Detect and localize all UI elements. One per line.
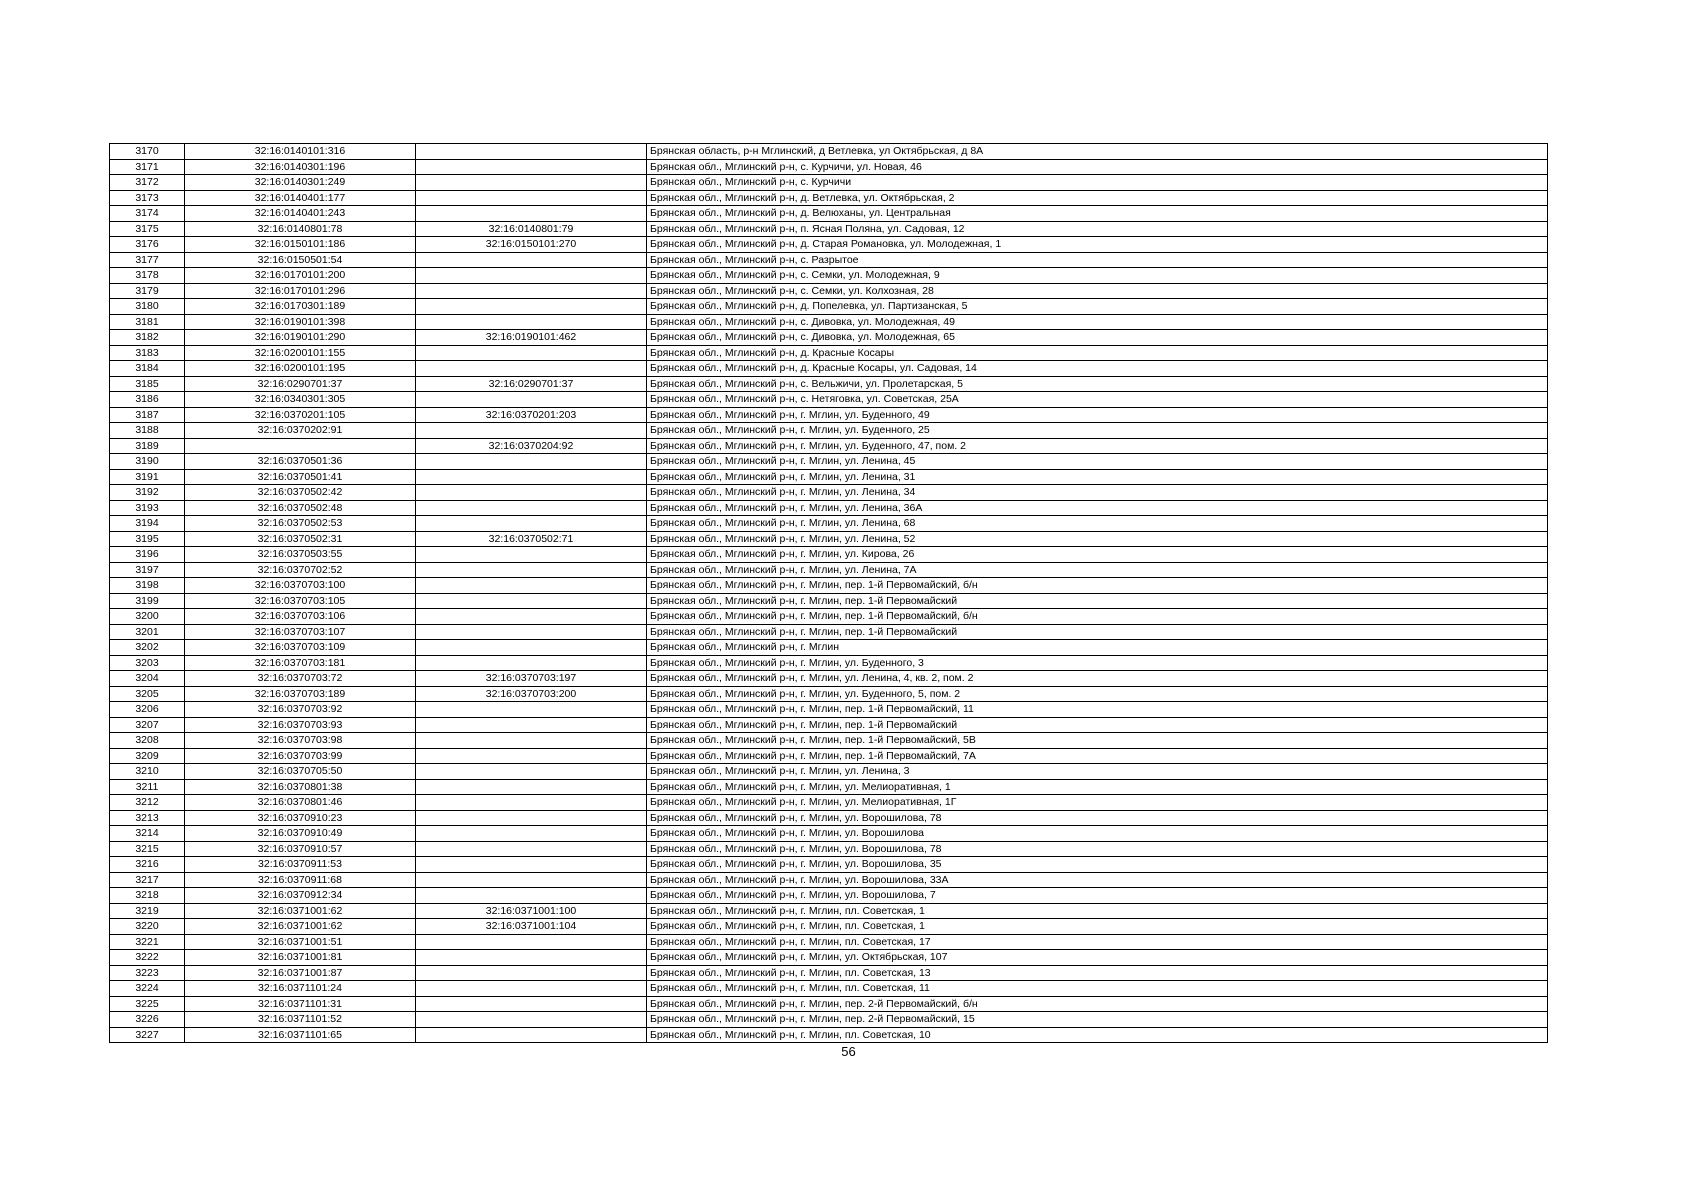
cadastral-number-cell: 32:16:0371101:24 (185, 981, 416, 997)
related-cadastral-number-cell (416, 996, 647, 1012)
table-row (110, 392, 1548, 408)
table-row (110, 206, 1548, 222)
row-number-cell: 3181 (110, 314, 185, 330)
address-cell: Брянская обл., Мглинский р-н, с. Нетяговка, ул. Советская, 25А (647, 392, 1548, 408)
related-cadastral-number-cell (416, 500, 647, 516)
table-row (110, 872, 1548, 888)
table-row (110, 221, 1548, 237)
address-cell: Брянская обл., Мглинский р-н, г. Мглин, ул. Октябрьская, 107 (647, 950, 1548, 966)
row-number-cell: 3196 (110, 547, 185, 563)
table-row (110, 764, 1548, 780)
related-cadastral-number-cell: 32:16:0370201:203 (416, 407, 647, 423)
table-row (110, 237, 1548, 253)
table-row (110, 175, 1548, 191)
address-cell: Брянская обл., Мглинский р-н, г. Мглин, пер. 1-й Первомайский, 7А (647, 748, 1548, 764)
address-cell: Брянская обл., Мглинский р-н, г. Мглин, ул. Буденного, 49 (647, 407, 1548, 423)
related-cadastral-number-cell (416, 1012, 647, 1028)
table-row (110, 841, 1548, 857)
cadastral-number-cell: 32:16:0200101:195 (185, 361, 416, 377)
table-row (110, 795, 1548, 811)
address-cell: Брянская обл., Мглинский р-н, г. Мглин, ул. Ленина, 36А (647, 500, 1548, 516)
related-cadastral-number-cell: 32:16:0370204:92 (416, 438, 647, 454)
address-cell: Брянская обл., Мглинский р-н, г. Мглин, ул. Буденного, 5, пом. 2 (647, 686, 1548, 702)
row-number-cell: 3217 (110, 872, 185, 888)
related-cadastral-number-cell (416, 252, 647, 268)
table-row (110, 919, 1548, 935)
related-cadastral-number-cell (416, 593, 647, 609)
related-cadastral-number-cell (416, 345, 647, 361)
row-number-cell: 3213 (110, 810, 185, 826)
address-cell: Брянская обл., Мглинский р-н, с. Курчичи, ул. Новая, 46 (647, 159, 1548, 175)
address-cell: Брянская обл., Мглинский р-н, г. Мглин, ул. Буденного, 47, пом. 2 (647, 438, 1548, 454)
cadastral-number-cell: 32:16:0340301:305 (185, 392, 416, 408)
cadastral-number-cell: 32:16:0371001:51 (185, 934, 416, 950)
table-row (110, 950, 1548, 966)
related-cadastral-number-cell: 32:16:0140801:79 (416, 221, 647, 237)
address-cell: Брянская обл., Мглинский р-н, с. Дивовка, ул. Молодежная, 49 (647, 314, 1548, 330)
related-cadastral-number-cell (416, 733, 647, 749)
related-cadastral-number-cell (416, 392, 647, 408)
table-row (110, 469, 1548, 485)
cadastral-number-cell: 32:16:0370202:91 (185, 423, 416, 439)
cadastral-number-cell: 32:16:0140101:316 (185, 144, 416, 160)
row-number-cell: 3197 (110, 562, 185, 578)
row-number-cell: 3172 (110, 175, 185, 191)
cadastral-number-cell: 32:16:0370703:106 (185, 609, 416, 625)
row-number-cell: 3183 (110, 345, 185, 361)
address-cell: Брянская обл., Мглинский р-н, г. Мглин, ул. Ворошилова, 7 (647, 888, 1548, 904)
related-cadastral-number-cell (416, 609, 647, 625)
row-number-cell: 3219 (110, 903, 185, 919)
cadastral-number-cell: 32:16:0140401:177 (185, 190, 416, 206)
related-cadastral-number-cell (416, 268, 647, 284)
table-row (110, 485, 1548, 501)
table-row (110, 531, 1548, 547)
cadastral-number-cell: 32:16:0190101:290 (185, 330, 416, 346)
cadastral-number-cell: 32:16:0370703:105 (185, 593, 416, 609)
related-cadastral-number-cell: 32:16:0371001:104 (416, 919, 647, 935)
related-cadastral-number-cell (416, 640, 647, 656)
cadastral-number-cell: 32:16:0370911:68 (185, 872, 416, 888)
related-cadastral-number-cell (416, 283, 647, 299)
address-cell: Брянская обл., Мглинский р-н, г. Мглин, пл. Советская, 17 (647, 934, 1548, 950)
cadastral-number-cell: 32:16:0200101:155 (185, 345, 416, 361)
table-row (110, 655, 1548, 671)
cadastral-number-cell: 32:16:0370503:55 (185, 547, 416, 563)
address-cell: Брянская обл., Мглинский р-н, д. Старая Романовка, ул. Молодежная, 1 (647, 237, 1548, 253)
related-cadastral-number-cell (416, 423, 647, 439)
table-row (110, 407, 1548, 423)
cadastral-number-cell: 32:16:0170301:189 (185, 299, 416, 315)
table-row (110, 1012, 1548, 1028)
row-number-cell: 3170 (110, 144, 185, 160)
related-cadastral-number-cell (416, 950, 647, 966)
related-cadastral-number-cell (416, 826, 647, 842)
table-row (110, 717, 1548, 733)
cadastral-number-cell: 32:16:0370910:49 (185, 826, 416, 842)
table-row (110, 857, 1548, 873)
row-number-cell: 3189 (110, 438, 185, 454)
address-cell: Брянская обл., Мглинский р-н, с. Разрытое (647, 252, 1548, 268)
address-cell: Брянская обл., Мглинский р-н, д. Попелевка, ул. Партизанская, 5 (647, 299, 1548, 315)
address-cell: Брянская обл., Мглинский р-н, г. Мглин, ул. Ленина, 45 (647, 454, 1548, 470)
address-cell: Брянская обл., Мглинский р-н, г. Мглин, ул. Ворошилова, 78 (647, 810, 1548, 826)
related-cadastral-number-cell (416, 965, 647, 981)
cadastral-number-cell: 32:16:0370912:34 (185, 888, 416, 904)
address-cell: Брянская обл., Мглинский р-н, с. Семки, ул. Колхозная, 28 (647, 283, 1548, 299)
related-cadastral-number-cell (416, 624, 647, 640)
cadastral-number-cell: 32:16:0370703:98 (185, 733, 416, 749)
address-cell: Брянская обл., Мглинский р-н, г. Мглин, пл. Советская, 13 (647, 965, 1548, 981)
related-cadastral-number-cell: 32:16:0150101:270 (416, 237, 647, 253)
table-row (110, 500, 1548, 516)
address-cell: Брянская обл., Мглинский р-н, г. Мглин, ул. Кирова, 26 (647, 547, 1548, 563)
row-number-cell: 3206 (110, 702, 185, 718)
cadastral-number-cell: 32:16:0140401:243 (185, 206, 416, 222)
table-row (110, 562, 1548, 578)
table-row (110, 376, 1548, 392)
table-row (110, 578, 1548, 594)
cadastral-number-cell: 32:16:0370910:57 (185, 841, 416, 857)
table-row (110, 748, 1548, 764)
address-cell: Брянская обл., Мглинский р-н, г. Мглин, ул. Ленина, 52 (647, 531, 1548, 547)
row-number-cell: 3202 (110, 640, 185, 656)
table-row (110, 779, 1548, 795)
address-cell: Брянская обл., Мглинский р-н, г. Мглин, ул. Ворошилова (647, 826, 1548, 842)
address-cell: Брянская обл., Мглинский р-н, г. Мглин, ул. Буденного, 3 (647, 655, 1548, 671)
address-cell: Брянская обл., Мглинский р-н, г. Мглин, ул. Ворошилова, 33А (647, 872, 1548, 888)
table-row (110, 624, 1548, 640)
table-row (110, 438, 1548, 454)
row-number-cell: 3190 (110, 454, 185, 470)
related-cadastral-number-cell (416, 190, 647, 206)
table-row (110, 516, 1548, 532)
table-row (110, 903, 1548, 919)
cadastral-number-cell: 32:16:0370201:105 (185, 407, 416, 423)
cadastral-number-cell: 32:16:0370703:100 (185, 578, 416, 594)
related-cadastral-number-cell: 32:16:0190101:462 (416, 330, 647, 346)
related-cadastral-number-cell (416, 888, 647, 904)
related-cadastral-number-cell (416, 175, 647, 191)
related-cadastral-number-cell: 32:16:0370502:71 (416, 531, 647, 547)
cadastral-number-cell (185, 438, 416, 454)
address-cell: Брянская обл., Мглинский р-н, г. Мглин, ул. Ленина, 68 (647, 516, 1548, 532)
related-cadastral-number-cell (416, 841, 647, 857)
address-cell: Брянская обл., Мглинский р-н, д. Велюханы, ул. Центральная (647, 206, 1548, 222)
related-cadastral-number-cell (416, 872, 647, 888)
table-row (110, 609, 1548, 625)
cadastral-number-cell: 32:16:0370703:99 (185, 748, 416, 764)
cadastral-number-cell: 32:16:0370703:92 (185, 702, 416, 718)
table-row (110, 733, 1548, 749)
row-number-cell: 3223 (110, 965, 185, 981)
table-row (110, 330, 1548, 346)
cadastral-number-cell: 32:16:0371101:52 (185, 1012, 416, 1028)
related-cadastral-number-cell (416, 810, 647, 826)
row-number-cell: 3210 (110, 764, 185, 780)
table-row (110, 314, 1548, 330)
row-number-cell: 3207 (110, 717, 185, 733)
address-cell: Брянская обл., Мглинский р-н, г. Мглин, ул. Ленина, 31 (647, 469, 1548, 485)
row-number-cell: 3175 (110, 221, 185, 237)
table-row (110, 268, 1548, 284)
row-number-cell: 3178 (110, 268, 185, 284)
cadastral-number-cell: 32:16:0371001:87 (185, 965, 416, 981)
table-row (110, 144, 1548, 160)
table-row (110, 547, 1548, 563)
row-number-cell: 3180 (110, 299, 185, 315)
cadastral-number-cell: 32:16:0370801:46 (185, 795, 416, 811)
address-cell: Брянская обл., Мглинский р-н, г. Мглин, пл. Советская, 1 (647, 919, 1548, 935)
table-row (110, 981, 1548, 997)
related-cadastral-number-cell: 32:16:0371001:100 (416, 903, 647, 919)
row-number-cell: 3222 (110, 950, 185, 966)
registry-sheet (109, 143, 1548, 1043)
related-cadastral-number-cell (416, 299, 647, 315)
address-cell: Брянская обл., Мглинский р-н, г. Мглин, пер. 2-й Первомайский, 15 (647, 1012, 1548, 1028)
related-cadastral-number-cell (416, 934, 647, 950)
table-row (110, 423, 1548, 439)
table-row (110, 640, 1548, 656)
related-cadastral-number-cell (416, 469, 647, 485)
cadastral-number-cell: 32:16:0371101:31 (185, 996, 416, 1012)
related-cadastral-number-cell (416, 1027, 647, 1043)
related-cadastral-number-cell (416, 981, 647, 997)
related-cadastral-number-cell (416, 547, 647, 563)
row-number-cell: 3208 (110, 733, 185, 749)
table-row (110, 299, 1548, 315)
address-cell: Брянская обл., Мглинский р-н, г. Мглин, ул. Буденного, 25 (647, 423, 1548, 439)
related-cadastral-number-cell: 32:16:0290701:37 (416, 376, 647, 392)
cadastral-number-cell: 32:16:0370702:52 (185, 562, 416, 578)
cadastral-number-cell: 32:16:0370502:53 (185, 516, 416, 532)
address-cell: Брянская обл., Мглинский р-н, г. Мглин (647, 640, 1548, 656)
row-number-cell: 3173 (110, 190, 185, 206)
cadastral-number-cell: 32:16:0140301:196 (185, 159, 416, 175)
address-cell: Брянская обл., Мглинский р-н, г. Мглин, ул. Ленина, 4, кв. 2, пом. 2 (647, 671, 1548, 687)
cadastral-number-cell: 32:16:0370703:181 (185, 655, 416, 671)
related-cadastral-number-cell (416, 857, 647, 873)
cadastral-number-cell: 32:16:0370703:107 (185, 624, 416, 640)
address-cell: Брянская обл., Мглинский р-н, г. Мглин, пер. 1-й Первомайский (647, 593, 1548, 609)
row-number-cell: 3226 (110, 1012, 185, 1028)
related-cadastral-number-cell (416, 795, 647, 811)
cadastral-number-cell: 32:16:0290701:37 (185, 376, 416, 392)
cadastral-number-cell: 32:16:0370501:41 (185, 469, 416, 485)
row-number-cell: 3179 (110, 283, 185, 299)
related-cadastral-number-cell (416, 655, 647, 671)
table-row (110, 159, 1548, 175)
table-row (110, 810, 1548, 826)
cadastral-number-cell: 32:16:0370705:50 (185, 764, 416, 780)
table-row (110, 686, 1548, 702)
related-cadastral-number-cell (416, 485, 647, 501)
registry-table (109, 143, 1548, 1043)
address-cell: Брянская обл., Мглинский р-н, п. Ясная Поляна, ул. Садовая, 12 (647, 221, 1548, 237)
cadastral-number-cell: 32:16:0140801:78 (185, 221, 416, 237)
row-number-cell: 3220 (110, 919, 185, 935)
table-row (110, 965, 1548, 981)
row-number-cell: 3201 (110, 624, 185, 640)
row-number-cell: 3174 (110, 206, 185, 222)
cadastral-number-cell: 32:16:0370502:48 (185, 500, 416, 516)
table-row (110, 252, 1548, 268)
row-number-cell: 3186 (110, 392, 185, 408)
address-cell: Брянская обл., Мглинский р-н, с. Дивовка, ул. Молодежная, 65 (647, 330, 1548, 346)
address-cell: Брянская обл., Мглинский р-н, г. Мглин, пл. Советская, 10 (647, 1027, 1548, 1043)
cadastral-number-cell: 32:16:0371001:62 (185, 903, 416, 919)
cadastral-number-cell: 32:16:0370703:72 (185, 671, 416, 687)
related-cadastral-number-cell (416, 314, 647, 330)
address-cell: Брянская обл., Мглинский р-н, г. Мглин, пер. 1-й Первомайский (647, 624, 1548, 640)
row-number-cell: 3209 (110, 748, 185, 764)
row-number-cell: 3227 (110, 1027, 185, 1043)
address-cell: Брянская обл., Мглинский р-н, г. Мглин, ул. Мелиоративная, 1Г (647, 795, 1548, 811)
cadastral-number-cell: 32:16:0370703:109 (185, 640, 416, 656)
address-cell: Брянская обл., Мглинский р-н, г. Мглин, ул. Ворошилова, 78 (647, 841, 1548, 857)
table-row (110, 702, 1548, 718)
row-number-cell: 3205 (110, 686, 185, 702)
table-row (110, 1027, 1548, 1043)
row-number-cell: 3198 (110, 578, 185, 594)
row-number-cell: 3221 (110, 934, 185, 950)
table-row (110, 888, 1548, 904)
row-number-cell: 3194 (110, 516, 185, 532)
related-cadastral-number-cell (416, 206, 647, 222)
related-cadastral-number-cell (416, 516, 647, 532)
address-cell: Брянская обл., Мглинский р-н, с. Курчичи (647, 175, 1548, 191)
row-number-cell: 3218 (110, 888, 185, 904)
address-cell: Брянская обл., Мглинский р-н, д. Красные Косары, ул. Садовая, 14 (647, 361, 1548, 377)
row-number-cell: 3195 (110, 531, 185, 547)
cadastral-number-cell: 32:16:0370502:42 (185, 485, 416, 501)
related-cadastral-number-cell (416, 779, 647, 795)
row-number-cell: 3171 (110, 159, 185, 175)
cadastral-number-cell: 32:16:0140301:249 (185, 175, 416, 191)
address-cell: Брянская обл., Мглинский р-н, г. Мглин, пл. Советская, 1 (647, 903, 1548, 919)
row-number-cell: 3187 (110, 407, 185, 423)
related-cadastral-number-cell (416, 562, 647, 578)
table-row (110, 345, 1548, 361)
row-number-cell: 3212 (110, 795, 185, 811)
cadastral-number-cell: 32:16:0370703:189 (185, 686, 416, 702)
table-row (110, 826, 1548, 842)
row-number-cell: 3177 (110, 252, 185, 268)
related-cadastral-number-cell (416, 578, 647, 594)
row-number-cell: 3191 (110, 469, 185, 485)
table-row (110, 671, 1548, 687)
address-cell: Брянская обл., Мглинский р-н, г. Мглин, пер. 1-й Первомайский, 5В (647, 733, 1548, 749)
cadastral-number-cell: 32:16:0150501:54 (185, 252, 416, 268)
table-row (110, 593, 1548, 609)
related-cadastral-number-cell (416, 361, 647, 377)
row-number-cell: 3200 (110, 609, 185, 625)
related-cadastral-number-cell (416, 702, 647, 718)
row-number-cell: 3203 (110, 655, 185, 671)
cadastral-number-cell: 32:16:0370502:31 (185, 531, 416, 547)
address-cell: Брянская обл., Мглинский р-н, г. Мглин, пер. 1-й Первомайский, 11 (647, 702, 1548, 718)
address-cell: Брянская обл., Мглинский р-н, г. Мглин, ул. Ленина, 3 (647, 764, 1548, 780)
address-cell: Брянская обл., Мглинский р-н, д. Красные Косары (647, 345, 1548, 361)
row-number-cell: 3182 (110, 330, 185, 346)
row-number-cell: 3211 (110, 779, 185, 795)
table-row (110, 996, 1548, 1012)
address-cell: Брянская обл., Мглинский р-н, г. Мглин, ул. Ленина, 34 (647, 485, 1548, 501)
address-cell: Брянская область, р-н Мглинский, д Ветлевка, ул Октябрьская, д 8А (647, 144, 1548, 160)
related-cadastral-number-cell (416, 717, 647, 733)
related-cadastral-number-cell (416, 764, 647, 780)
address-cell: Брянская обл., Мглинский р-н, с. Семки, ул. Молодежная, 9 (647, 268, 1548, 284)
row-number-cell: 3176 (110, 237, 185, 253)
row-number-cell: 3224 (110, 981, 185, 997)
row-number-cell: 3184 (110, 361, 185, 377)
cadastral-number-cell: 32:16:0370801:38 (185, 779, 416, 795)
cadastral-number-cell: 32:16:0170101:296 (185, 283, 416, 299)
related-cadastral-number-cell (416, 159, 647, 175)
address-cell: Брянская обл., Мглинский р-н, г. Мглин, пер. 1-й Первомайский, б/н (647, 609, 1548, 625)
related-cadastral-number-cell (416, 454, 647, 470)
address-cell: Брянская обл., Мглинский р-н, с. Вельжичи, ул. Пролетарская, 5 (647, 376, 1548, 392)
row-number-cell: 3193 (110, 500, 185, 516)
address-cell: Брянская обл., Мглинский р-н, г. Мглин, пл. Советская, 11 (647, 981, 1548, 997)
cadastral-number-cell: 32:16:0370703:93 (185, 717, 416, 733)
cadastral-number-cell: 32:16:0170101:200 (185, 268, 416, 284)
related-cadastral-number-cell: 32:16:0370703:200 (416, 686, 647, 702)
table-row (110, 190, 1548, 206)
row-number-cell: 3215 (110, 841, 185, 857)
address-cell: Брянская обл., Мглинский р-н, д. Ветлевка, ул. Октябрьская, 2 (647, 190, 1548, 206)
cadastral-number-cell: 32:16:0370911:53 (185, 857, 416, 873)
address-cell: Брянская обл., Мглинский р-н, г. Мглин, ул. Мелиоративная, 1 (647, 779, 1548, 795)
cadastral-number-cell: 32:16:0150101:186 (185, 237, 416, 253)
table-row (110, 934, 1548, 950)
cadastral-number-cell: 32:16:0371101:65 (185, 1027, 416, 1043)
table-row (110, 283, 1548, 299)
registry-table-body (110, 144, 1548, 1043)
address-cell: Брянская обл., Мглинский р-н, г. Мглин, пер. 1-й Первомайский (647, 717, 1548, 733)
cadastral-number-cell: 32:16:0371001:62 (185, 919, 416, 935)
table-row (110, 361, 1548, 377)
related-cadastral-number-cell (416, 748, 647, 764)
row-number-cell: 3216 (110, 857, 185, 873)
cadastral-number-cell: 32:16:0371001:81 (185, 950, 416, 966)
related-cadastral-number-cell: 32:16:0370703:197 (416, 671, 647, 687)
address-cell: Брянская обл., Мглинский р-н, г. Мглин, пер. 1-й Первомайский, б/н (647, 578, 1548, 594)
address-cell: Брянская обл., Мглинский р-н, г. Мглин, ул. Ворошилова, 35 (647, 857, 1548, 873)
row-number-cell: 3214 (110, 826, 185, 842)
row-number-cell: 3188 (110, 423, 185, 439)
row-number-cell: 3192 (110, 485, 185, 501)
cadastral-number-cell: 32:16:0370910:23 (185, 810, 416, 826)
cadastral-number-cell: 32:16:0190101:398 (185, 314, 416, 330)
row-number-cell: 3185 (110, 376, 185, 392)
row-number-cell: 3204 (110, 671, 185, 687)
address-cell: Брянская обл., Мглинский р-н, г. Мглин, ул. Ленина, 7А (647, 562, 1548, 578)
related-cadastral-number-cell (416, 144, 647, 160)
page-number: 56 (841, 1044, 856, 1059)
cadastral-number-cell: 32:16:0370501:36 (185, 454, 416, 470)
table-row (110, 454, 1548, 470)
row-number-cell: 3225 (110, 996, 185, 1012)
address-cell: Брянская обл., Мглинский р-н, г. Мглин, пер. 2-й Первомайский, б/н (647, 996, 1548, 1012)
row-number-cell: 3199 (110, 593, 185, 609)
